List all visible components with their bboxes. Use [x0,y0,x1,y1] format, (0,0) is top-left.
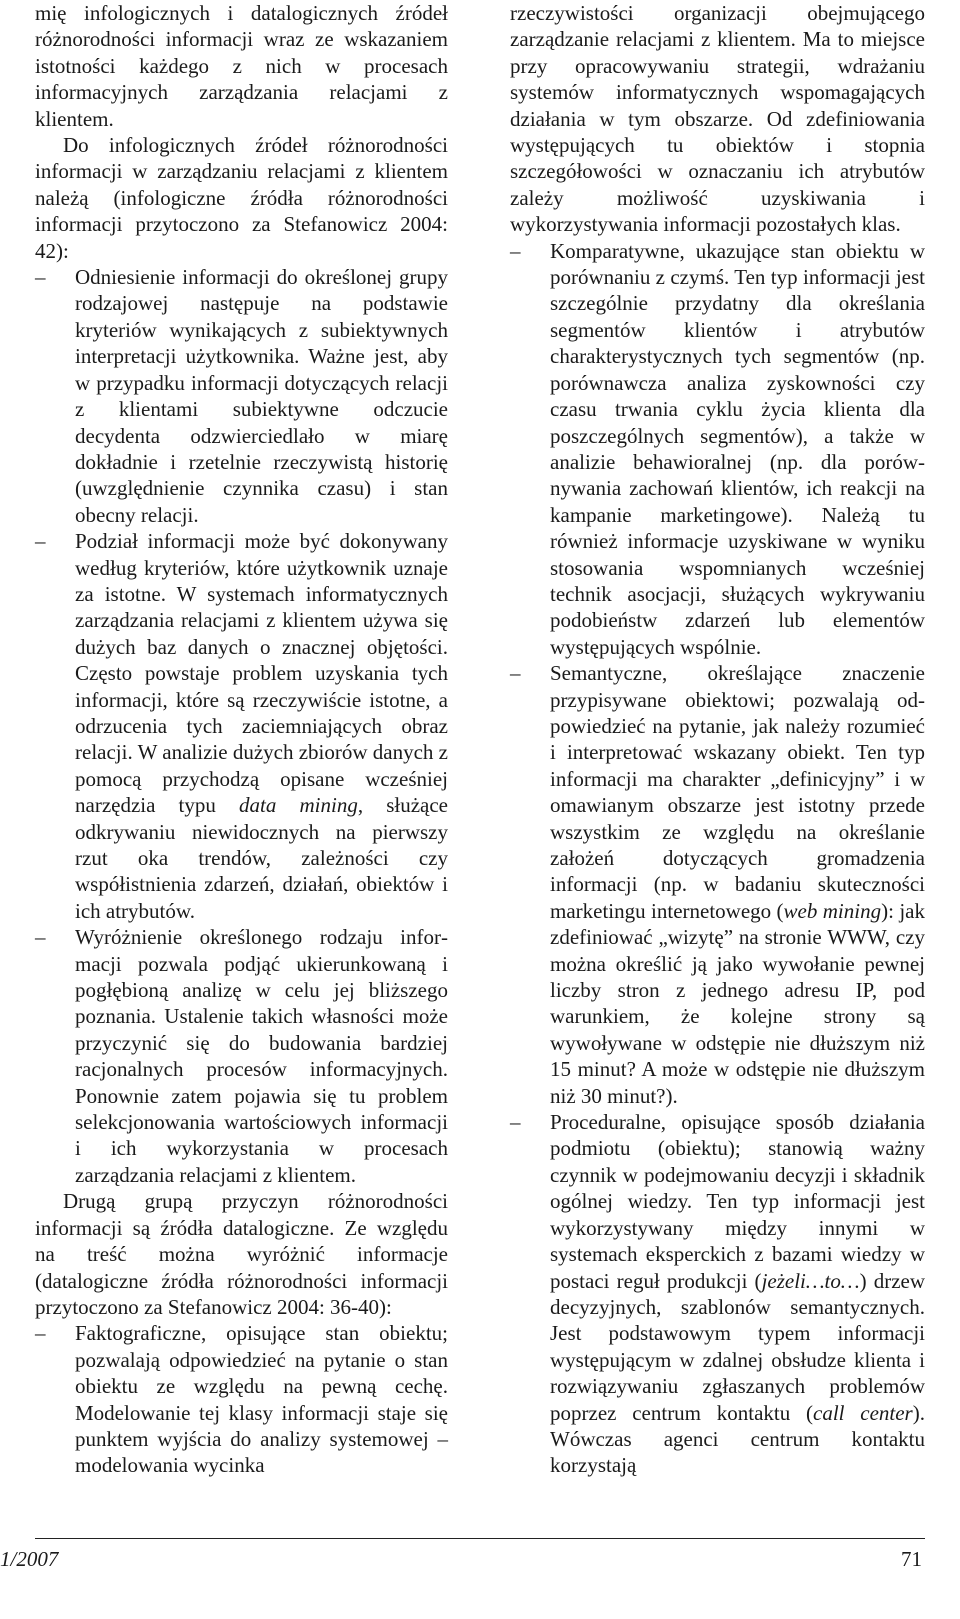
right-column [510,0,925,1479]
list-item [35,264,448,528]
list-item-text: , służące odkrywaniu niewidocznych na pierwszy rzut oka trendów, zależności czy współistnienia zdarzeń, działań, obiektów i ich atrybutów. [75,793,448,923]
list-item [35,528,448,924]
list-item-text: ): jak zdefiniować „wizytę” na stronie WWW, czy można określić ją jako wywołanie pewnej liczby stron z jednego adresu IP, pod warunkiem, że kolejne strony są wywoływane w odstępie nie dłuższym niż 15 minut? A może w odstępie nie dłuższym niż 30 minut?). [550,898,925,1108]
paragraph-continued: rzeczywistości organizacji obejmującego zarządzanie relacjami z klientem. Ma to miejsce przy opracowywaniu strategii, wdrażaniu systemów informatycznych wspomagających działania w tym obszarze. Od zdefiniowania występujących tu obiektów i stopnia szczegółowości w oznaczaniu ich atrybutów zależy możliwość uzyskiwania i wykorzystywania informacji pozostałych klas. [510,1,925,237]
list-item-text: Podział informacji może być dokonywany według kryteriów, które użytkownik uznaje za istotne. W systemach informatycznych zarządzania relacjami z klientem używa się dużych baz danych o znacznej objętości. Często powstaje problem uzyskania tych informacji, które są rzeczywiście istotne, a odrzucenia tych zaciemniających obraz relacji. W analizie dużych zbiorów danych z pomocą przychodzą opisane wcześniej narzędzia typu [75,529,448,818]
emphasis-term: web mining [783,898,882,923]
emphasis-term: data mining [239,793,358,818]
list-item-text: Faktograficzne, opisujące stan obiektu; pozwalają odpowiedzieć na pytanie o stan obiektu ze względu na pewną cechę. Modelowanie tej klasy informacji staje się punktem wyjścia do analizy systemowej – modelowania wycinka [75,1321,448,1478]
paragraph: Do infologicznych źródeł różnorodności informacji w zarządzaniu relacjami z klientem należą (infologiczne źródła różnorodności informacji przytoczono za Stefanowicz 2004: 42): [35,133,448,263]
list-item-text: Semantyczne, określające znaczenie przypisywane obiektowi; pozwalają odpowiedzieć na pytanie, jak należy rozumieć i interpretować wskazany obiekt. Ten typ informacji ma charakter „definicyjny” i w omawianym obszarze jest istotny przede wszystkim ze względu na określanie założeń dotyczących gromadzenia informacji (np. w badaniu skuteczności marketingu internetowego ( [550,661,925,923]
list-item [510,1109,925,1479]
list-item-text: Wyróżnienie określonego rodzaju informacji pozwala podjąć ukierunkowaną i pogłębioną analizę w celu jej bliższego poznania. Ustalenie takich własności może przyczynić się do budowania bardziej racjonalnych procesów informacyjnych. Ponownie zatem pojawia się tu problem selekcjonowania wartościowych informacji i ich wykorzystania w procesach zarządzania relacjami z klientem. [75,925,448,1187]
list-item-text: ). Wówczas agenci centrum kontaktu korzystają [550,1400,925,1478]
list-item-text: Komparatywne, ukazujące stan obiektu w porównaniu z czymś. Ten typ informacji jest szczególnie przydatny dla określania segmentów klientów i atrybutów charakterystycznych tych segmentów (np. porównawcza analiza zyskowności czy czasu trwania cyklu życia klienta dla poszczególnych segmentów), a także w analizie behawioralnej (np. dla porównywania zachowań klientów, ich reakcji na kampanie marketingowe). Należą tu również informacje uzyskiwane w wyniku stosowania wspomnianych wcześniej technik asocjacji, służących wykrywaniu podobieństw zdarzeń lub elementów występujących wspólnie. [550,238,925,659]
list-item-text: Proceduralne, opisujące sposób działania podmiotu (obiektu); stanowią ważny czynnik w podejmowaniu decyzji i składnik ogólnej wiedzy. Ten typ informacji jest wykorzystywany między innymi w systemach eksperckich z bazami wiedzy w postaci reguł produkcji ( [550,1110,925,1293]
paragraph: mię infologicznych i datalogicznych źródeł różnorodności informacji wraz ze wskazaniem istotności każdego z nich w procesach informacyjnych zarządzania relacjami z klientem. [35,1,448,131]
paragraph: Drugą grupą przyczyn różnorodności informacji są źródła datalogiczne. Ze względu na treść można wyróżnić informacje (datalogiczne źródła różnorodności informacji przytoczono za Stefanowicz 2004: 36-40): [35,1189,448,1319]
list-item [510,238,925,661]
dash-bullet: – [35,265,46,290]
emphasis-term: call center [813,1400,913,1425]
dash-bullet: – [35,529,46,554]
list-item [35,924,448,1188]
left-column [35,0,448,1479]
list-item-text: Odniesienie informacji do określonej grupy rodzajowej następuje na podstawie kryteriów wynikających z subiektywnych interpretacji użytkownika. Ważne jest, aby w przypadku informacji dotyczących relacji z klientami subiektywne odczucie decydenta odzwierciedlało w miarę dokładnie i rzetelnie rzeczywistą historię (uwzględnienie czynnika czasu) i stan obecny relacji. [75,265,448,527]
list-item-text: ) drzew decyzyjnych, szablonów semantycznych. Jest podstawowym typem informacji występującym w zdalnej obsłudze klienta i rozwiązywaniu zgłaszanych problemów poprzez centrum kontaktu ( [550,1268,926,1425]
list-item [510,660,925,1109]
footer-rule [35,1538,925,1539]
emphasis-term: jeżeli…to… [761,1268,860,1293]
page-number: 71 [901,1547,922,1571]
dash-bullet: – [510,1110,521,1135]
dash-bullet: – [35,1321,46,1346]
dash-bullet: – [35,925,46,950]
dash-bullet: – [510,238,521,263]
list-item [35,1320,448,1478]
issue-number: 1/2007 [0,1547,59,1571]
dash-bullet: – [510,661,521,686]
